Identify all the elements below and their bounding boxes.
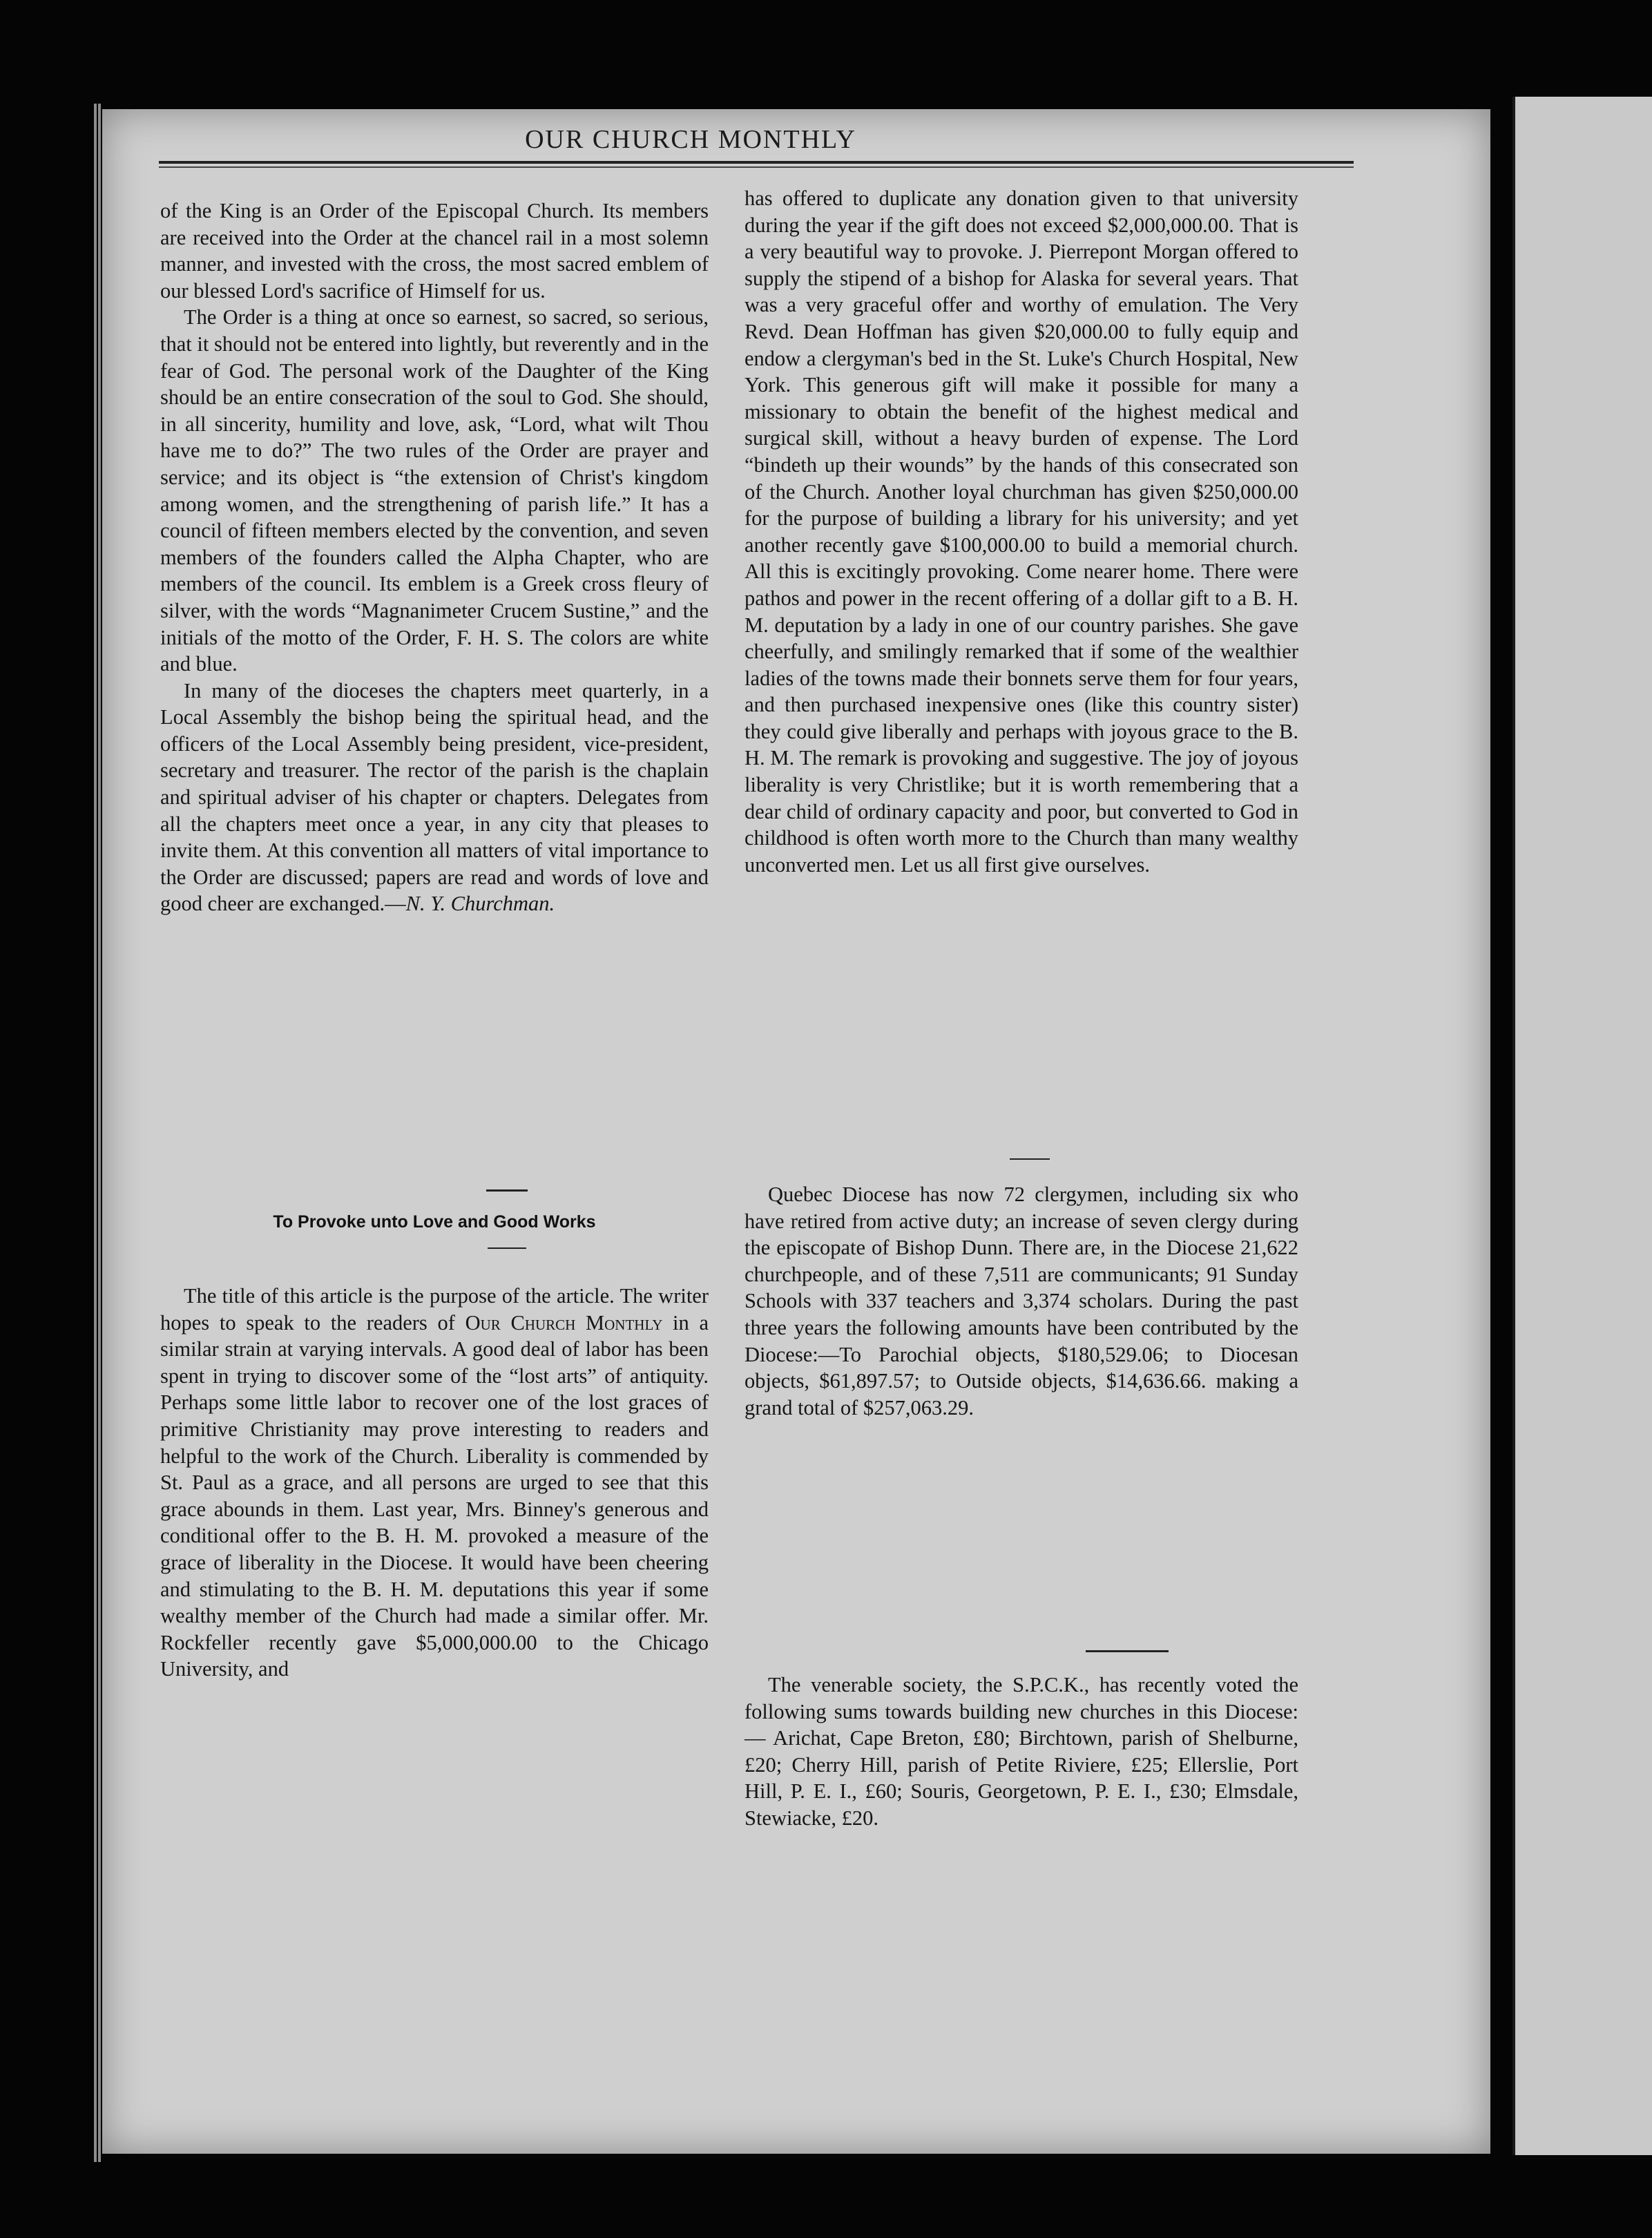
header-rule [159,161,1354,164]
page-edge-outer [94,104,97,2162]
paragraph [160,678,709,917]
header-rule-thin [159,166,1354,168]
article-title: To Provoke unto Love and Good Works [273,1212,596,1232]
paragraph-text: The title of this article is the purpose of the article. The writer hopes to speak to the readers of [160,1284,709,1335]
running-head: OUR CHURCH MONTHLY [525,125,856,154]
spck-note [745,1672,1298,1832]
paragraph [160,1283,709,1683]
section-divider [486,1189,528,1192]
paragraph: has offered to duplicate any donation given to that university during the year if the gift does not exceed $2,000,000.00. That is a very beautiful way to provoke. J. Pierrepont Morgan offered to supply the stipend of a bishop for Alaska for several years. That was a very graceful offer and worthy of emulation. The Very Revd. Dean Hoffman has given $20,000.00 to fully equip and endow a clergyman's bed in the St. Luke's Church Hospital, New York. This generous gift will make it possible for many a missionary to obtain the benefit of the highest medical and surgical skill, without a heavy burden of expense. The Lord “bindeth up their wounds” by the hands of this consecrated son of the Church. Another loyal churchman has given $250,000.00 for the purpose of building a library for his university; and yet another recently gave $100,000.00 to build a memorial church. All this is excitingly provoking. Come nearer home. There were pathos and power in the recent offering of a dollar gift to a B. H. M. deputation by a lady in one of our country parishes. She gave cheerfully, and smilingly remarked that if some of the wealthier ladies of the towns made their bonnets serve them for four years, and then purchased inexpensive ones (like this country sister) they could give liberally and perhaps with joyous grace to the B. H. M. The remark is provoking and suggestive. The joy of joyous liberality is very Christlike; but it is worth remembering that a dear child of ordinary capacity and poor, but converted to God in childhood is often worth more to the Church than many wealthy unconverted men. Let us all first give ourselves. [745,186,1298,877]
source-credit: N. Y. Churchman. [405,892,555,916]
paragraph: The Order is a thing at once so earnest, so sacred, so serious, that it should not be entered into lightly, but reverently and in the fear of God. The personal work of the Daughter of the King should be an entire consecration of the soul to God. She should, in all sincerity, humility and love, ask, “Lord, what wilt Thou have me to do?” The two rules of the Order are prayer and service; and its object is “the extension of Christ's kingdom among women, and the strengthening of parish life.” It has a council of fifteen members elected by the convention, and seven members of the founders called the Alpha Chapter, who are members of the council. Its emblem is a Greek cross fleury of silver, with the words “Magnanimeter Crucem Sustine,” and the initials of the motto of the Order, F. H. S. The colors are white and blue. [160,305,709,676]
adjacent-page-edge [1512,97,1652,2155]
section-divider [1010,1158,1050,1160]
diocese-note [745,1181,1298,1421]
title-underline [488,1247,526,1249]
section-divider [1086,1650,1169,1652]
paragraph-text: In many of the dioceses the chapters meet quarterly, in a Local Assembly the bishop being the spiritual head, and the officers of the Local Assembly being president, vice-president, secretary and treasurer. The rector of the parish is the chaplain and spiritual adviser of his chapter or chapters. Delegates from all the chapters meet once a year, in any city that pleases to invite them. At this convention all matters of vital importance to the Order are discussed; papers are read and words of love and good cheer are exchanged.— [160,678,709,916]
article-body [160,1283,709,1683]
paragraph: of the King is an Order of the Episcopal Church. Its members are received into the Order at the chancel rail in a most solemn manner, and invested with the cross, the most sacred emblem of our blessed Lord's sacrifice of Himself for us. [160,199,709,303]
paragraph: Quebec Diocese has now 72 clergymen, including six who have retired from active duty; an increase of seven clergy during the episcopate of Bishop Dunn. There are, in the Diocese 21,622 churchpeople, and of these 7,511 are communicants; 91 Sunday Schools with 337 teachers and 3,374 scholars. During the past three years the following amounts have been contributed by the Diocese:—To Parochial objects, $180,529.06; to Diocesan objects, $61,897.57; to Outside objects, $14,636.66. making a grand total of $257,063.29. [745,1183,1298,1419]
magazine-name: Our Church Monthly [465,1310,663,1335]
left-column [160,198,709,917]
right-column [745,185,1298,878]
paragraph: The venerable society, the S.P.C.K., has recently voted the following sums towards building new churches in this Diocese:— Arichat, Cape Breton, £80; Birchtown, parish of Shelburne, £20; Cherry Hill, parish of Petite Riviere, £25; Ellerslie, Port Hill, P. E. I., £60; Souris, Georgetown, P. E. I., £30; Elmsdale, Stewiacke, £20. [745,1673,1298,1830]
page-edge-inner [98,104,101,2162]
paragraph-text: in a similar strain at varying intervals. A good deal of labor has been spent in trying to discover some of the “lost arts” of antiquity. Perhaps some little labor to recover one of the lost graces of primitive Christianity may prove interesting to readers and helpful to the work of the Church. Liberality is commended by St. Paul as a grace, and all persons are urged to see that this grace abounds in them. Last year, Mrs. Binney's generous and conditional offer to the B. H. M. provoked a measure of the grace of liberality in the Diocese. It would have been cheering and stimulating to the B. H. M. deputations this year if some wealthy member of the Church had made a similar offer. Mr. Rockfeller recently gave $5,000,000.00 to the Chicago University, and [160,1310,709,1681]
